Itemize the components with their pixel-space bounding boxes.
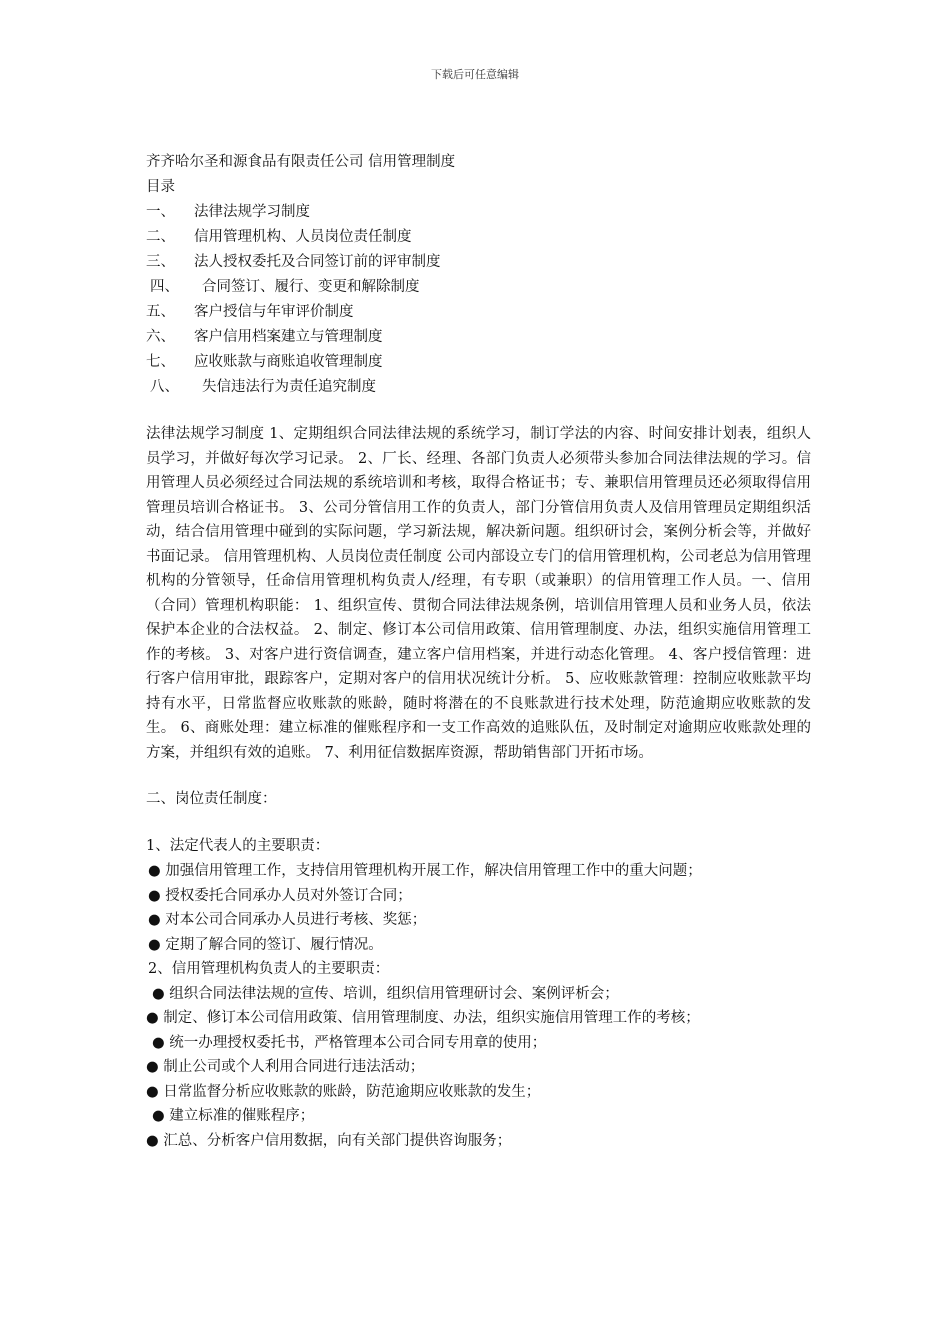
toc-text: 失信违法行为责任追究制度: [202, 379, 376, 395]
bullet-icon: ●: [152, 985, 165, 1002]
toc-item: [146, 375, 811, 400]
section-heading-duties: 二、岗位责任制度：: [146, 791, 277, 807]
toc-item: [146, 325, 811, 350]
toc-item: [146, 225, 811, 250]
toc-text: 信用管理机构、人员岗位责任制度: [194, 229, 412, 245]
table-of-contents: [146, 200, 811, 400]
bullet-icon: ●: [146, 1059, 159, 1075]
list-item-text: 加强信用管理工作，支持信用管理机构开展工作，解决信用管理工作中的重大问题；: [165, 863, 702, 879]
list-item-text: 日常监督分析应收账款的账龄，防范逾期应收账款的发生；: [163, 1083, 541, 1100]
list-item-text: 汇总、分析客户信用数据，向有关部门提供咨询服务；: [163, 1132, 512, 1149]
bullet-icon: ●: [152, 1034, 165, 1051]
legal-rep-heading: 1、法定代表人的主要职责：: [146, 838, 330, 854]
toc-number: 三、: [146, 254, 175, 270]
body-paragraph: 法律法规学习制度 1、定期组织合同法律法规的系统学习，制订学法的内容、时间安排计划表，组织人员学习，并做好每次学习记录。 2、厂长、经理、各部门负责人必须带头参加合同法律法规的学习。信用管理人员必须经过合同法规的系统培训和考核，取得合格证书；专、兼职信用管理员还必须取得信用管理员培训合格证书。 3、公司分管信用工作的负责人，部门分管信用负责人及信用管理员定期组织活动，结合信用管理中碰到的实际问题，学习新法规，解决新问题。组织研讨会，案例分析会等，并做好书面记录。 信用管理机构、人员岗位责任制度 公司内部设立专门的信用管理机构，公司老总为信用管理机构的分管领导，任命信用管理机构负责人/经理，有专职（或兼职）的信用管理工作人员。一、信用（合同）管理机构职能： 1、组织宣传、贯彻合同法律法规条例，培训信用管理人员和业务人员，依法保护本企业的合法权益。 2、制定、修订本公司信用政策、信用管理制度、办法，组织实施信用管理工作的考核。 3、对客户进行资信调查，建立客户信用档案，并进行动态化管理。 4、客户授信管理：进行客户信用审批，跟踪客户，定期对客户的信用状况统计分析。 5、应收账款管理：控制应收账款平均持有水平，日常监督应收账款的账龄，随时将潜在的不良账款进行技术处理，防范逾期应收账款的发生。 6、商账处理：建立标准的催账程序和一支工作高效的追账队伍，及时制定对逾期应收账款处理的方案，并组织有效的追账。 7、利用征信数据库资源，帮助销售部门开拓市场。: [146, 426, 811, 761]
document-title: 齐齐哈尔圣和源食品有限责任公司 信用管理制度: [146, 154, 456, 170]
toc-number: 二、: [146, 229, 175, 245]
toc-number: 五、: [146, 304, 175, 320]
bullet-icon: ●: [148, 887, 161, 904]
bullet-icon: ●: [152, 1108, 165, 1124]
list-item-text: 制定、修订本公司信用政策、信用管理制度、办法，组织实施信用管理工作的考核；: [163, 1010, 700, 1026]
toc-number: 一、: [146, 204, 175, 220]
agency-head-heading: 2、信用管理机构负责人的主要职责：: [148, 961, 390, 977]
bullet-icon: ●: [146, 1010, 159, 1026]
toc-text: 客户授信与年审评价制度: [194, 304, 354, 320]
bullet-icon: ●: [146, 1083, 159, 1100]
toc-label: 目录: [146, 179, 175, 195]
toc-number: 八、: [150, 379, 179, 395]
list-item-text: 定期了解合同的签订、履行情况。: [165, 936, 383, 953]
list-item: [146, 933, 811, 958]
list-item-text: 授权委托合同承办人员对外签订合同；: [165, 887, 412, 904]
toc-item: [146, 275, 811, 300]
bullet-icon: ●: [148, 936, 161, 953]
list-item-text: 组织合同法律法规的宣传、培训，组织信用管理研讨会、案例评析会；: [169, 985, 619, 1002]
toc-item: [146, 250, 811, 275]
list-item: [146, 884, 811, 909]
list-item: [146, 859, 811, 884]
toc-number: 七、: [146, 354, 175, 370]
toc-text: 法人授权委托及合同签订前的评审制度: [194, 254, 441, 270]
toc-item: [146, 200, 811, 225]
list-item: [146, 1055, 811, 1080]
list-item-text: 对本公司合同承办人员进行考核、奖惩；: [165, 912, 427, 928]
toc-text: 应收账款与商账追收管理制度: [194, 354, 383, 370]
page-header-note: 下载后可任意编辑: [431, 68, 519, 81]
list-item-text: 制止公司或个人利用合同进行违法活动；: [163, 1059, 425, 1075]
list-item: [146, 1129, 811, 1154]
list-item: [146, 1031, 811, 1056]
bullet-icon: ●: [148, 912, 161, 928]
toc-item: [146, 300, 811, 325]
bullet-icon: ●: [148, 863, 161, 879]
toc-text: 法律法规学习制度: [194, 204, 310, 220]
list-item: [146, 1104, 811, 1129]
list-item-text: 统一办理授权委托书，严格管理本公司合同专用章的使用；: [169, 1034, 547, 1051]
list-item: [146, 1006, 811, 1031]
toc-text: 客户信用档案建立与管理制度: [194, 329, 383, 345]
list-item-text: 建立标准的催账程序；: [169, 1108, 315, 1124]
list-item: [146, 1080, 811, 1105]
list-item: [146, 982, 811, 1007]
toc-item: [146, 350, 811, 375]
document-body: [146, 150, 811, 1153]
bullet-icon: ●: [146, 1132, 159, 1149]
toc-number: 四、: [150, 279, 179, 295]
list-item: [146, 908, 811, 933]
toc-number: 六、: [146, 329, 175, 345]
toc-text: 合同签订、履行、变更和解除制度: [202, 279, 420, 295]
